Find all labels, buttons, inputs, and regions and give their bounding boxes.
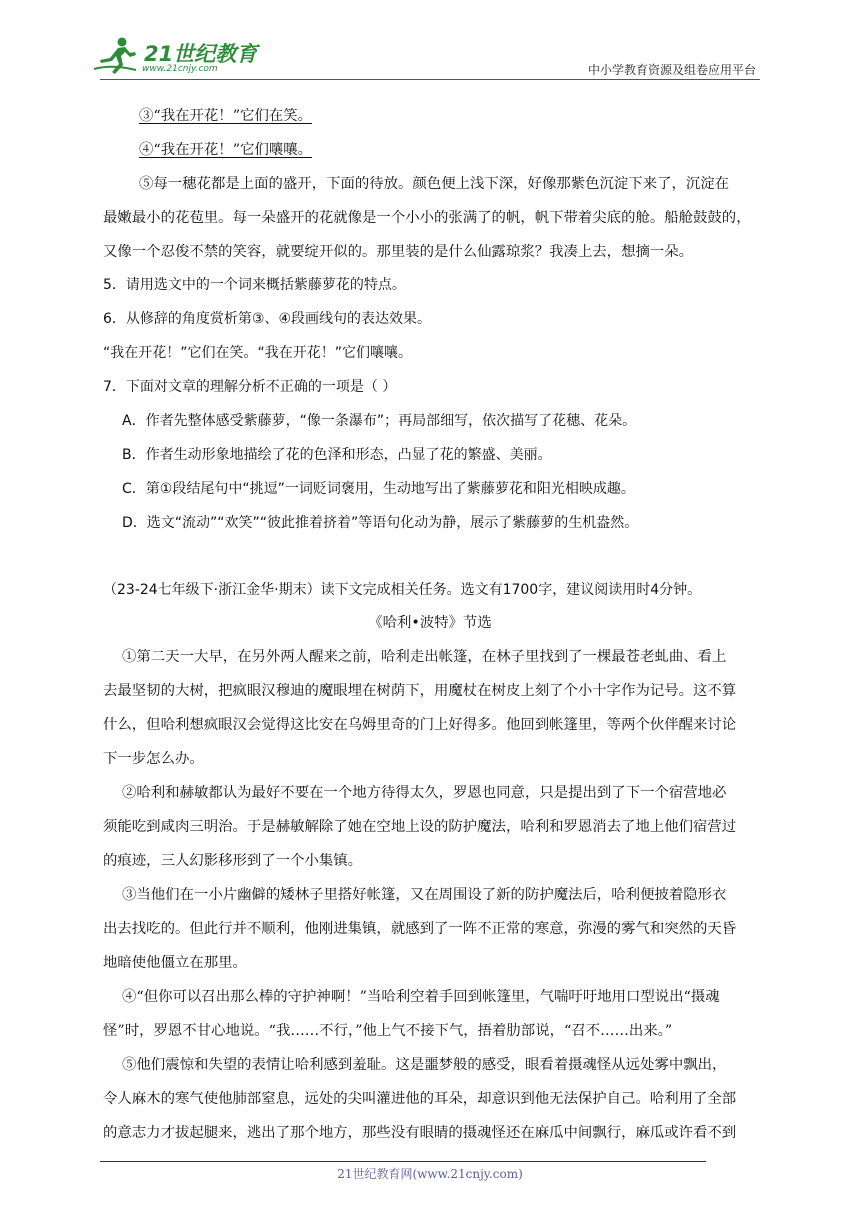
passage-line: ④“但你可以召出那么棒的守护神啊！”当哈利空着手回到帐篷里，气喘吁吁地用口型说出“摄魂 — [122, 989, 720, 1005]
paragraph-5-line: 最嫩最小的花苞里。每一朵盛开的花就像是一个小小的张满了的帆，帆下带着尖底的舱。船舱鼓鼓的， — [103, 210, 751, 226]
header-divider — [100, 79, 760, 80]
passage-intro: （23-24七年级下·浙江金华·期末）读下文完成相关任务。选文有1700字，建议阅读用时4分钟。 — [103, 582, 702, 598]
site-logo[interactable] — [92, 36, 262, 76]
passage-line: 须能吃到咸肉三明治。于是赫敏解除了她在空地上设的防护魔法，哈利和罗恩消去了地上他们宿营过 — [103, 819, 737, 835]
paragraph-5-line: 又像一个忍俊不禁的笑容，就要绽开似的。那里装的是什么仙露琼浆？我凑上去，想摘一朵。 — [103, 244, 694, 260]
passage-line: ①第二天一大早，在另外两人醒来之前，哈利走出帐篷，在林子里找到了一棵最苍老虬曲、看上 — [122, 649, 727, 665]
question-5: 5．请用选文中的一个词来概括紫藤萝花的特点。 — [103, 277, 406, 293]
passage-line: ②哈利和赫敏都认为最好不要在一个地方待得太久，罗恩也同意，只是提出到了下一个宿营地必 — [122, 785, 727, 801]
passage-line: ⑤他们震惊和失望的表情让哈利感到羞耻。这是噩梦般的感受，眼看着摄魂怪从远处雾中飘出， — [122, 1057, 727, 1073]
paragraph-5-line: ⑤每一穗花都是上面的盛开，下面的待放。颜色便上浅下深，好像那紫色沉淀下来了，沉淀在 — [139, 176, 730, 192]
passage-line: ③当他们在一小片幽僻的矮林子里搭好帐篷，又在周围设了新的防护魔法后，哈利便披着隐形衣 — [122, 887, 727, 903]
footer-divider — [100, 1161, 706, 1162]
option-b: B．作者生动形象地描绘了花的色泽和形态，凸显了花的繁盛、美丽。 — [122, 447, 552, 463]
platform-title: 中小学教育资源及组卷应用平台 — [587, 63, 756, 77]
sentence-4: ④“我在开花！”它们嚷嚷。 — [139, 142, 313, 158]
passage-line: 怪”时，罗恩不甘心地说。“我……不行，”他上气不接下气，捂着肋部说，“召不……出来。” — [103, 1023, 673, 1039]
passage-line: 什么，但哈利想疯眼汉会觉得这比安在乌姆里奇的门上好得多。他回到帐篷里，等两个伙伴醒来讨论 — [103, 717, 737, 733]
sentence-3: ③“我在开花！”它们在笑。 — [139, 108, 313, 124]
passage-line: 的痕迹，三人幻影移形到了一个小集镇。 — [103, 853, 363, 869]
passage-line: 令人麻木的寒气使他肺部窒息，远处的尖叫灌进他的耳朵，却意识到他无法保护自己。哈利用了全部 — [103, 1091, 737, 1107]
logo-url: www.21cnjy.com — [142, 64, 218, 74]
question-6: 6．从修辞的角度赏析第③、④段画线句的表达效果。 — [103, 311, 432, 327]
passage-line: 出去找吃的。但此行并不顺利，他刚进集镇，就感到了一阵不正常的寒意，弥漫的雾气和突然的天昏 — [103, 921, 737, 937]
option-d: D．选文“流动”“欢笑”“彼此推着挤着”等语句化动为静，展示了紫藤萝的生机盎然。 — [122, 515, 639, 531]
question-7: 7．下面对文章的理解分析不正确的一项是（ ） — [103, 379, 397, 395]
logo-text: 21世纪教育 — [144, 42, 258, 66]
footer-link[interactable]: 21世纪教育网(www.21cnjy.com) — [337, 1167, 523, 1181]
question-6-quote: “我在开花！”它们在笑。“我在开花！”它们嚷嚷。 — [103, 345, 413, 361]
passage-line: 下一步怎么办。 — [103, 751, 204, 767]
option-c: C．第①段结尾句中“挑逗”一词贬词褒用，生动地写出了紫藤萝花和阳光相映成趣。 — [122, 481, 635, 497]
passage-title: 《哈利•波特》节选 — [368, 615, 492, 631]
option-a: A．作者先整体感受紫藤萝，“像一条瀑布”；再局部细写，依次描写了花穗、花朵。 — [122, 413, 637, 429]
runner-logo-icon — [92, 36, 142, 76]
passage-line: 去最坚韧的大树，把疯眼汉穆迪的魔眼埋在树荫下，用魔杖在树皮上刻了个小十字作为记号。这不算 — [103, 683, 737, 699]
passage-line: 的意志力才拔起腿来，逃出了那个地方，那些没有眼睛的摄魂怪还在麻瓜中间飘行，麻瓜或许看不到 — [103, 1125, 737, 1141]
passage-line: 地暗使他僵立在那里。 — [103, 955, 247, 971]
